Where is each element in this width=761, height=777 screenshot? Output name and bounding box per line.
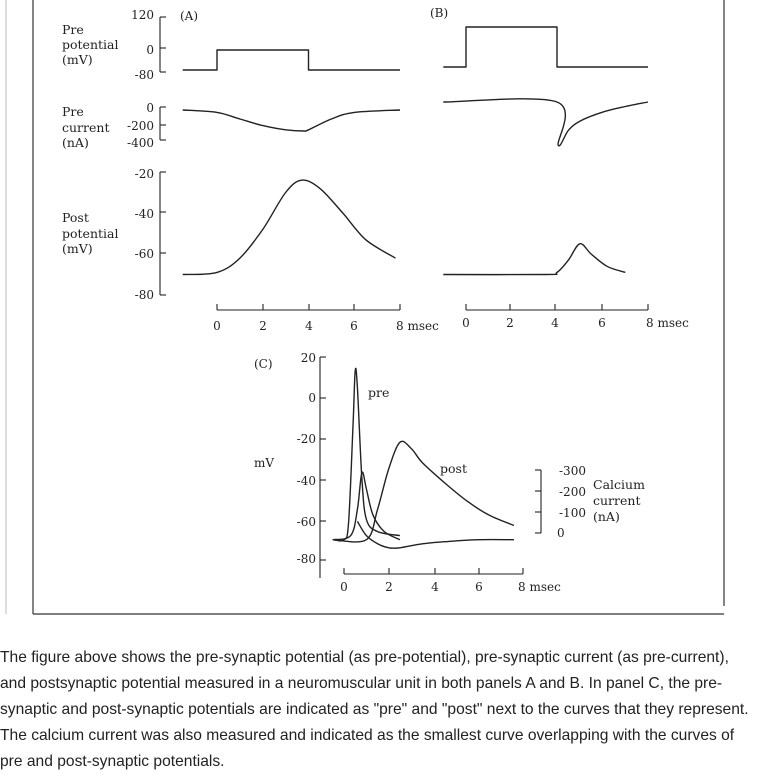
pre-annotation: pre: [368, 385, 390, 400]
c-y-tick-label: -60: [296, 515, 316, 529]
a-pre-potential-tick-label: 0: [146, 43, 154, 57]
a-post-potential-tick-label: -20: [134, 167, 154, 181]
a-post-potential-tick-label: -60: [134, 247, 154, 261]
c-x-tick-label: 6: [475, 580, 483, 594]
c-y-tick-label: -80: [296, 552, 316, 566]
b-x-tick-label: 0: [462, 316, 470, 330]
a-x-tick-label: 0: [213, 319, 221, 333]
row-label-post-potential: Post potential (mV): [62, 210, 119, 256]
b-x-tick-label: 8 msec: [646, 316, 689, 330]
c-x-tick-label: 8 msec: [518, 580, 561, 594]
a-pre-potential-tick-label: 120: [131, 8, 154, 22]
figure-caption: The figure above shows the pre-synaptic potential (as pre-potential), pre-synaptic current (as pre-current), and postsynaptic potential measured in a neuromuscular unit in both panels A and B. In panel C, the pre-synaptic and post-synaptic potentials are indicated as "pre" and "post" next to the curves that they represent. The calcium current was also measured and indicated as the smallest curve overlapping with the curves of pre and post-synaptic potentials.: [0, 649, 749, 770]
post-annotation: post: [440, 461, 467, 476]
b-x-tick-label: 4: [551, 316, 559, 330]
a-x-tick-label: 2: [259, 319, 267, 333]
a-post-potential-trace: [183, 180, 396, 274]
c-y-label: mV: [254, 456, 275, 470]
row-label-pre-current: Pre current (nA): [62, 104, 110, 150]
c-x-tick-label: 0: [340, 580, 348, 594]
a-x-tick-label: 8 msec: [396, 319, 439, 333]
row-label-pre-potential: Pre potential (mV): [62, 22, 119, 67]
c-y-tick-label: -40: [296, 474, 316, 488]
panel-a-title: (A): [180, 9, 199, 23]
b-post-potential-trace: [443, 244, 625, 275]
panel-c-title: (C): [254, 357, 273, 371]
c-y-tick-label: 0: [308, 391, 316, 405]
a-pre-current-trace: [183, 110, 400, 131]
a-pre-potential-trace: [183, 50, 400, 70]
a-x-tick-label: 4: [305, 319, 313, 333]
c-pre-trace: [333, 368, 400, 541]
a-pre-current-tick-label: -400: [127, 136, 154, 150]
b-pre-potential-trace: [443, 27, 648, 67]
b-x-tick-label: 6: [598, 316, 606, 330]
a-pre-potential-tick-label: -80: [134, 68, 154, 82]
b-pre-current-trace: [443, 99, 648, 146]
a-pre-current-tick-label: -200: [127, 119, 154, 133]
c-y-tick-label: 20: [300, 351, 316, 365]
calcium-tick-label: -300: [559, 464, 586, 478]
a-post-potential-tick-label: -80: [134, 288, 154, 302]
a-x-tick-label: 6: [350, 319, 358, 333]
calcium-tick-label: -200: [559, 485, 586, 499]
calcium-tick-label: -100: [559, 506, 586, 520]
calcium-tick-label: 0: [557, 526, 565, 540]
calcium-current-label: Calcium current (nA): [593, 477, 645, 524]
c-y-tick-label: -20: [296, 432, 316, 446]
c-x-tick-label: 4: [431, 580, 439, 594]
a-pre-current-tick-label: 0: [146, 101, 154, 115]
a-post-potential-tick-label: -40: [134, 207, 154, 221]
c-calcium-current-trace: [333, 472, 400, 540]
c-x-tick-label: 2: [385, 580, 393, 594]
b-x-tick-label: 2: [506, 316, 514, 330]
panel-b-title: (B): [430, 6, 449, 20]
c-undershoot-trace: [357, 521, 514, 548]
